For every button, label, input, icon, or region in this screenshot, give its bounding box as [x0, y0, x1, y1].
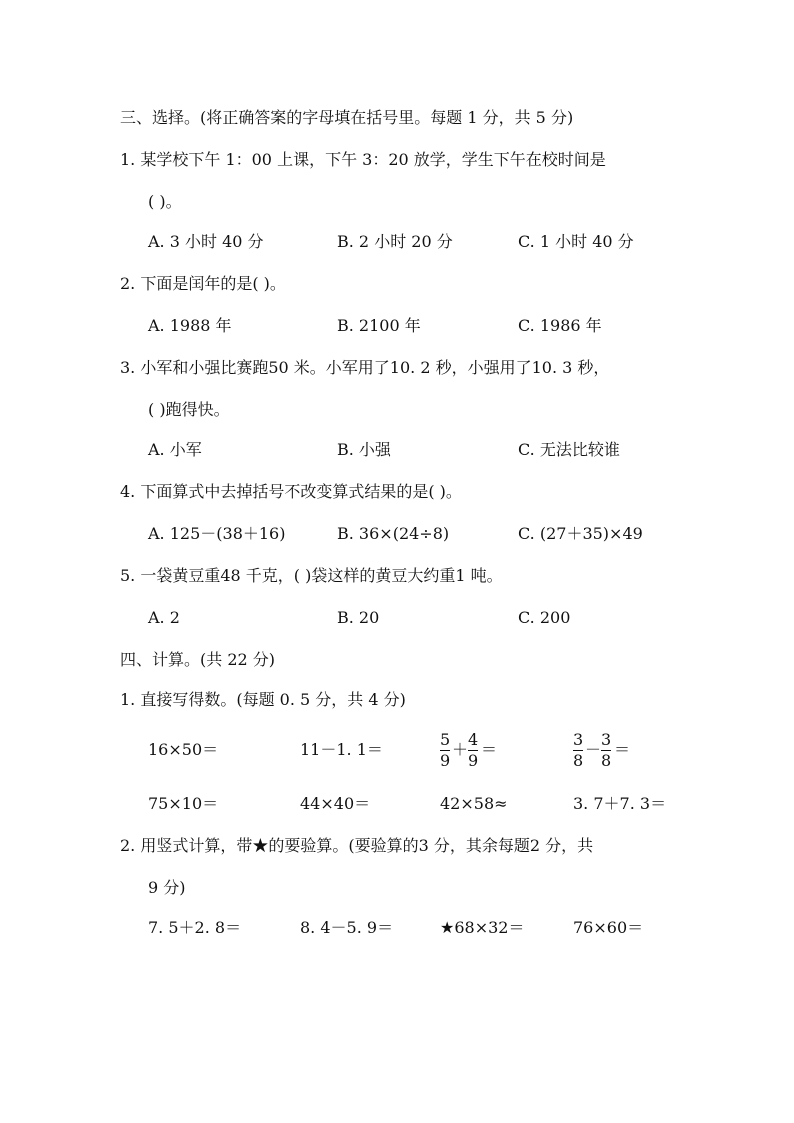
numerator: 5	[440, 730, 451, 749]
vertical-calc-item: 8. 4－5. 9＝	[300, 918, 394, 937]
q5-text: 5. 一袋黄豆重48 千克，( )袋这样的黄豆大约重1 吨。	[120, 566, 503, 585]
q4-option-c: C. (27＋35)×49	[518, 524, 643, 543]
q2-text: 2. 下面是闰年的是( )。	[120, 274, 286, 293]
q3-option-c: C. 无法比较谁	[518, 440, 620, 459]
calc-q2-text-cont: 9 分)	[148, 878, 186, 897]
equals: ＝	[481, 740, 498, 759]
q3-option-b: B. 小强	[337, 440, 391, 459]
q4-text: 4. 下面算式中去掉括号不改变算式结果的是( )。	[120, 482, 462, 501]
q5-option-b: B. 20	[337, 608, 380, 627]
calc-item: 75×10＝	[148, 794, 219, 813]
denominator: 9	[468, 751, 479, 770]
calc-item: 16×50＝	[148, 740, 219, 759]
operator: ＋	[452, 740, 469, 759]
q1-text: 1. 某学校下午 1：00 上课，下午 3：20 放学，学生下午在校时间是	[120, 150, 606, 169]
denominator: 8	[573, 751, 584, 770]
vertical-calc-item-starred: ★68×32＝	[440, 918, 525, 937]
fraction	[440, 731, 450, 770]
numerator: 3	[601, 730, 612, 749]
q3-text-cont: ( )跑得快。	[148, 400, 230, 419]
section3-heading: 三、选择。(将正确答案的字母填在括号里。每题 1 分，共 5 分)	[120, 108, 574, 127]
q1-option-a: A. 3 小时 40 分	[148, 232, 264, 251]
numerator: 3	[573, 730, 584, 749]
section4-heading: 四、计算。(共 22 分)	[120, 650, 276, 669]
fraction	[601, 731, 611, 770]
calc-item: 42×58≈	[440, 794, 508, 813]
q5-option-c: C. 200	[518, 608, 571, 627]
q1-option-c: C. 1 小时 40 分	[518, 232, 634, 251]
vertical-calc-item: 76×60＝	[573, 918, 644, 937]
calc-item: 11－1. 1＝	[300, 740, 383, 759]
q5-option-a: A. 2	[148, 608, 180, 627]
numerator: 4	[468, 730, 479, 749]
calc-item: 44×40＝	[300, 794, 371, 813]
operator: －	[585, 740, 602, 759]
q2-option-c: C. 1986 年	[518, 316, 602, 335]
q2-option-a: A. 1988 年	[148, 316, 232, 335]
equals: ＝	[614, 740, 631, 759]
q3-text: 3. 小军和小强比赛跑50 米。小军用了10. 2 秒，小强用了10. 3 秒，	[120, 358, 610, 377]
q4-option-a: A. 125－(38＋16)	[148, 524, 286, 543]
q1-text-cont: ( )。	[148, 192, 182, 211]
fraction	[573, 731, 583, 770]
calc-item: 3. 7＋7. 3＝	[573, 794, 667, 813]
q4-option-b: B. 36×(24÷8)	[337, 524, 450, 543]
q3-option-a: A. 小军	[148, 440, 202, 459]
vertical-calc-item: 7. 5＋2. 8＝	[148, 918, 242, 937]
denominator: 8	[601, 751, 612, 770]
q2-option-b: B. 2100 年	[337, 316, 421, 335]
denominator: 9	[440, 751, 451, 770]
fraction	[468, 731, 478, 770]
calc-q1-title: 1. 直接写得数。(每题 0. 5 分，共 4 分)	[120, 690, 406, 709]
calc-q2-text: 2. 用竖式计算，带★的要验算。(要验算的3 分，其余每题2 分，共	[120, 836, 594, 855]
q1-option-b: B. 2 小时 20 分	[337, 232, 453, 251]
